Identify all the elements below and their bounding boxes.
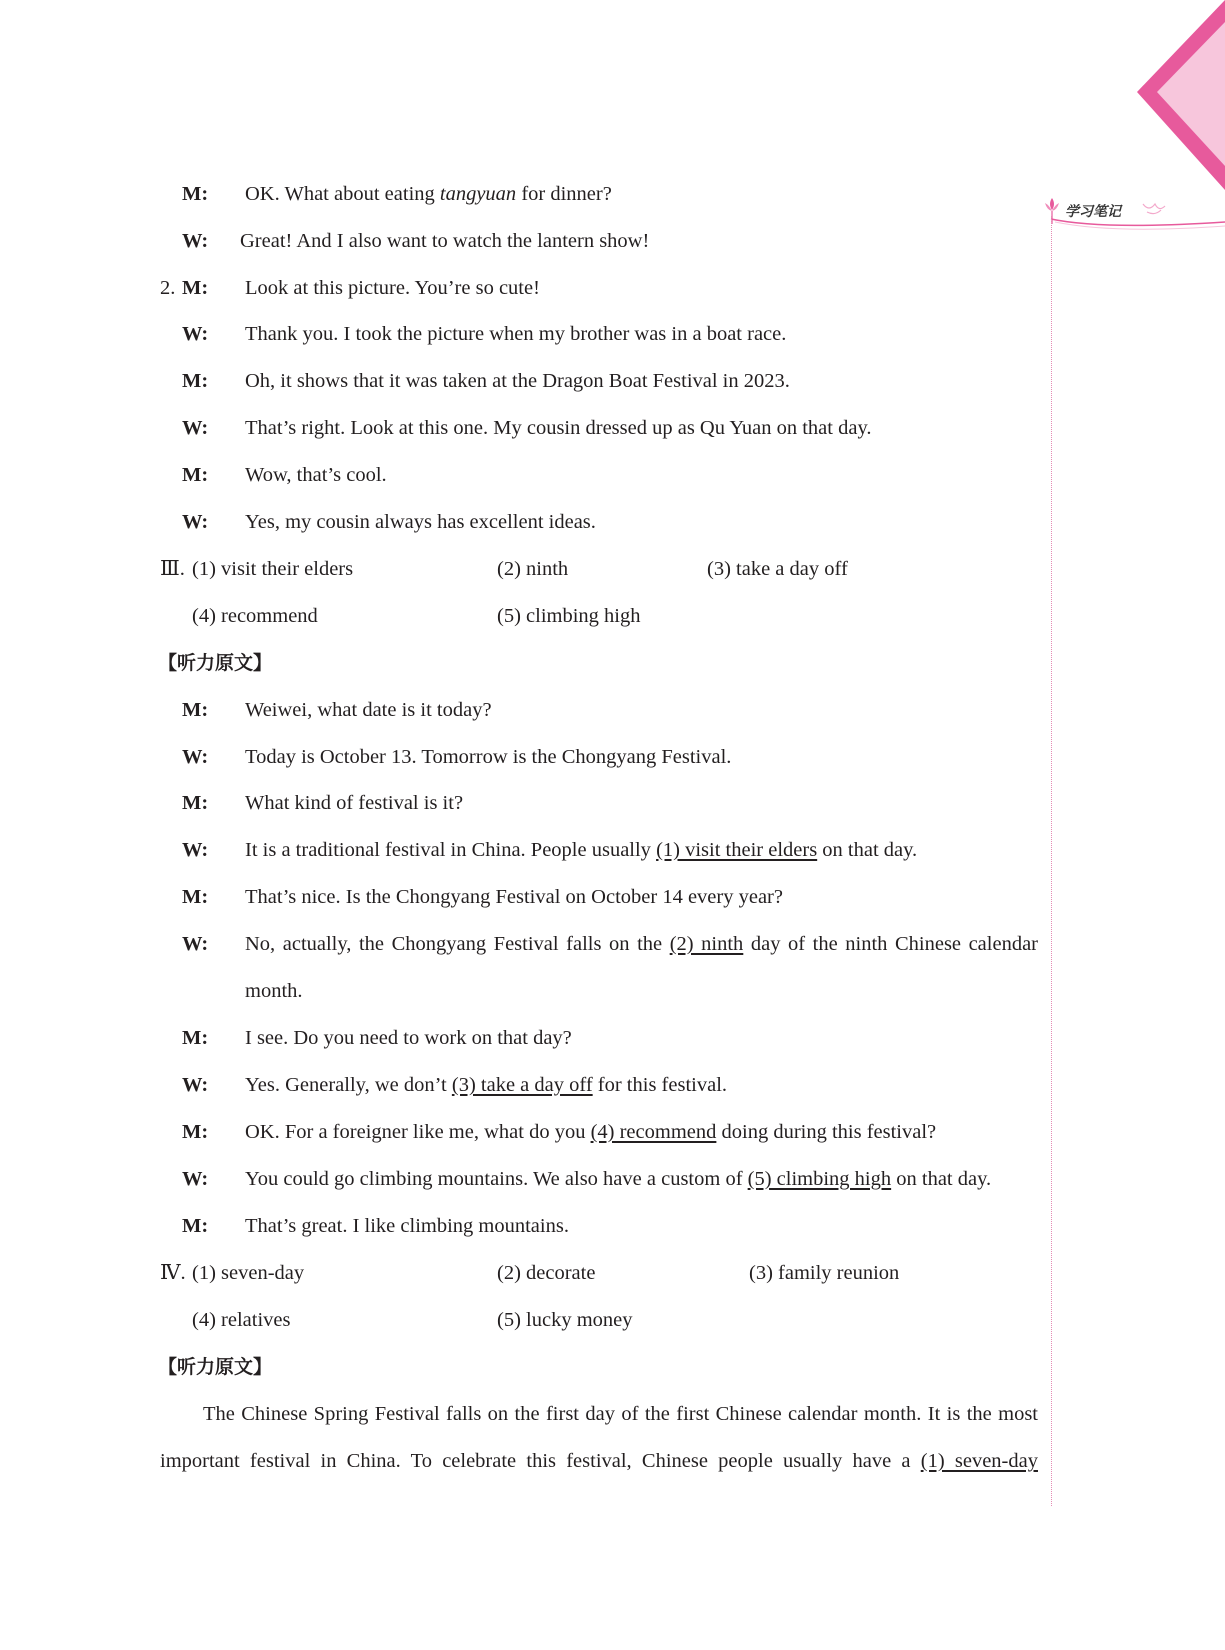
dialog-line (182, 182, 208, 206)
item-number: 2. (160, 277, 176, 299)
dialog-text: Thank you. I took the picture when my brother was in a boat race. (245, 323, 787, 345)
dialog-text: Today is October 13. Tomorrow is the Chongyang Festival. (245, 746, 732, 768)
notes-divider (1051, 216, 1052, 1506)
section-number: Ⅲ. (160, 558, 185, 580)
speaker: W: (182, 417, 209, 439)
answer-underline: (4) recommend (590, 1121, 717, 1143)
answer-underline: (5) climbing high (747, 1168, 892, 1190)
dialog-text: OK. For a foreigner like me, what do you (4) recommend doing during this festival? (245, 1121, 937, 1143)
speaker: M: (182, 792, 209, 814)
speaker: M: (182, 277, 209, 299)
speaker: M: (182, 1121, 209, 1143)
notes-label-text: 学习笔记 (1065, 204, 1121, 220)
section-number: Ⅳ. (160, 1262, 186, 1284)
answer-item: (3) take a day off (707, 558, 848, 580)
paragraph-line: important festival in China. To celebrate this festival, Chinese people usually have a (1) seven-day (160, 1450, 1038, 1472)
answer-item: (2) decorate (497, 1262, 596, 1284)
dialog-text: Look at this picture. You’re so cute! (245, 277, 540, 299)
speaker: M: (182, 183, 209, 205)
study-notes-label (1043, 194, 1225, 244)
dialog-text: OK. What about eating tangyuan for dinner? (245, 183, 612, 205)
speaker: W: (182, 746, 209, 768)
speaker: M: (182, 1215, 209, 1237)
paragraph-line: The Chinese Spring Festival falls on the first day of the first Chinese calendar month. It is the most (203, 1403, 1038, 1425)
speaker: W: (182, 1074, 209, 1096)
dialog-text: It is a traditional festival in China. People usually (1) visit their elders on that day. (245, 839, 918, 861)
swirl-decoration (1143, 204, 1165, 214)
dialog-text: Oh, it shows that it was taken at the Dragon Boat Festival in 2023. (245, 370, 790, 392)
speaker: M: (182, 464, 209, 486)
answer-underline: (1) seven-day (920, 1450, 1038, 1472)
dialog-text: Great! And I also want to watch the lantern show! (240, 230, 650, 252)
answer-item: (2) ninth (497, 558, 569, 580)
speaker: M: (182, 699, 209, 721)
speaker: M: (182, 886, 209, 908)
dialog-text: I see. Do you need to work on that day? (245, 1027, 572, 1049)
answer-item: (5) climbing high (497, 605, 641, 627)
answer-item: (3) family reunion (749, 1262, 900, 1284)
answer-item: (4) relatives (192, 1309, 291, 1331)
italic-term: tangyuan (439, 183, 517, 205)
speaker: W: (182, 230, 209, 252)
answer-item: (1) visit their elders (192, 558, 354, 580)
answer-item: (1) seven-day (192, 1262, 305, 1284)
speaker: W: (182, 323, 209, 345)
dialog-text: You could go climbing mountains. We also have a custom of (5) climbing high on that day. (245, 1168, 992, 1190)
dialog-text: That’s great. I like climbing mountains. (245, 1215, 569, 1237)
corner-decoration (1115, 0, 1225, 200)
section-heading: 【听力原文】 (158, 1356, 273, 1378)
answer-underline: (1) visit their elders (656, 839, 818, 861)
dialog-text: What kind of festival is it? (245, 792, 464, 814)
answer-item: (4) recommend (192, 605, 318, 627)
dialog-text: That’s nice. Is the Chongyang Festival on October 14 every year? (245, 886, 783, 908)
dialog-text: That’s right. Look at this one. My cousin dressed up as Qu Yuan on that day. (245, 417, 872, 439)
dialog-text: Yes, my cousin always has excellent ideas. (245, 511, 596, 533)
speaker: W: (182, 511, 209, 533)
speaker: M: (182, 370, 209, 392)
answer-item: (5) lucky money (497, 1309, 633, 1331)
dialog-text: Yes. Generally, we don’t (3) take a day off for this festival. (245, 1074, 728, 1096)
speaker: W: (182, 1168, 209, 1190)
speaker: W: (182, 839, 209, 861)
dialog-text: No, actually, the Chongyang Festival falls on the (2) ninth day of the ninth Chinese calendar (245, 933, 1038, 955)
section-heading: 【听力原文】 (158, 652, 273, 674)
dialog-text-continued: month. (245, 980, 303, 1002)
answer-underline: (2) ninth (669, 933, 744, 955)
dialog-text: Weiwei, what date is it today? (245, 699, 492, 721)
answer-underline: (3) take a day off (451, 1074, 593, 1096)
speaker: W: (182, 933, 209, 955)
dialog-text: Wow, that’s cool. (245, 464, 387, 486)
speaker: M: (182, 1027, 209, 1049)
